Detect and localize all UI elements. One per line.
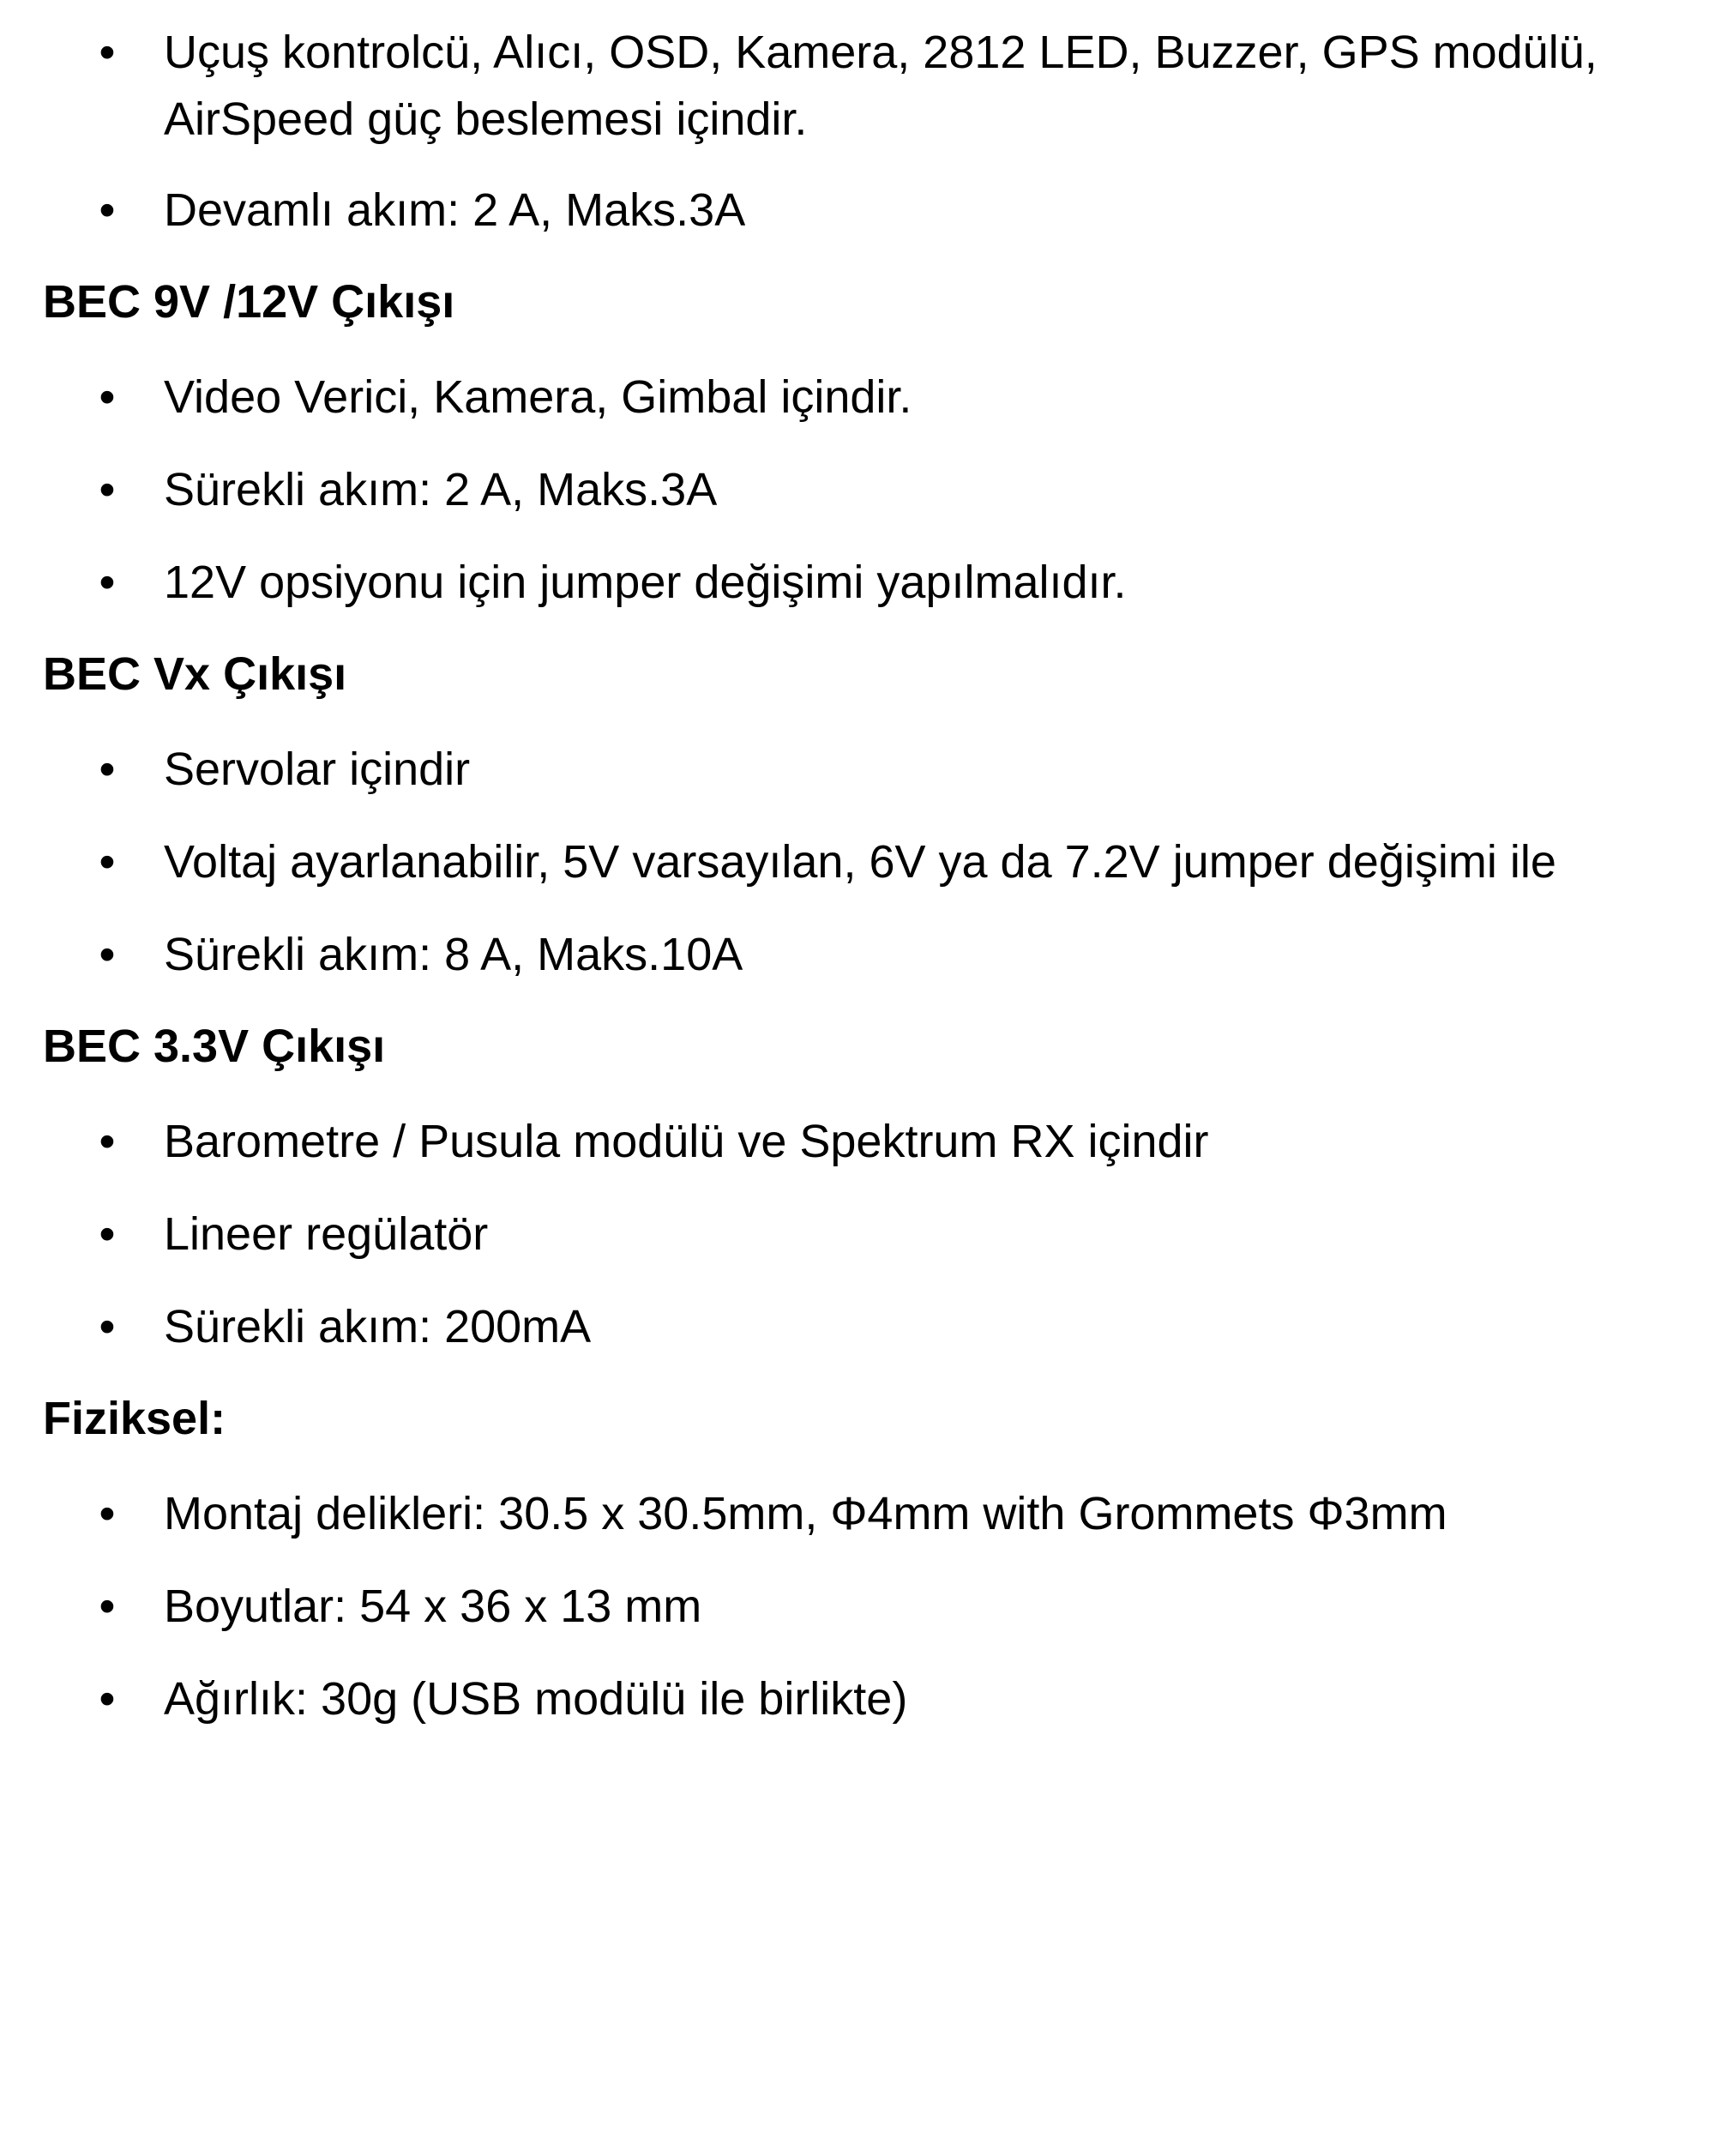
- bullet-icon: •: [99, 464, 116, 515]
- list-item-text: Boyutlar: 54 x 36 x 13 mm: [164, 1581, 702, 1632]
- bullet-icon: •: [99, 371, 116, 423]
- list-item-text: Sürekli akım: 2 A, Maks.3A: [164, 464, 718, 515]
- bullet-icon: •: [99, 836, 116, 888]
- bullet-icon: •: [99, 1116, 116, 1167]
- bullet-icon: •: [99, 1301, 116, 1352]
- bullet-icon: •: [99, 1208, 116, 1260]
- list-item-text: Voltaj ayarlanabilir, 5V varsayılan, 6V ya da 7.2V jumper değişimi ile: [164, 836, 1556, 888]
- list-item-text: Devamlı akım: 2 A, Maks.3A: [164, 184, 746, 236]
- bullet-icon: •: [99, 557, 116, 608]
- list-item-text: Uçuş kontrolcü, Alıcı, OSD, Kamera, 2812 LED, Buzzer, GPS modülü,: [164, 27, 1598, 78]
- bullet-icon: •: [99, 929, 116, 980]
- list-item-text: Lineer regülatör: [164, 1208, 489, 1260]
- bullet-icon: •: [99, 27, 116, 78]
- section-heading: BEC 3.3V Çıkışı: [43, 1021, 386, 1072]
- bullet-icon: •: [99, 1581, 116, 1632]
- list-item-text: Servolar içindir: [164, 744, 471, 795]
- section-heading: BEC 9V /12V Çıkışı: [43, 276, 455, 328]
- list-item-text: Sürekli akım: 8 A, Maks.10A: [164, 929, 743, 980]
- bullet-icon: •: [99, 1673, 116, 1725]
- list-item-continuation: AirSpeed güç beslemesi içindir.: [164, 93, 808, 145]
- list-item-text: 12V opsiyonu için jumper değişimi yapılmalıdır.: [164, 557, 1127, 608]
- bullet-icon: •: [99, 184, 116, 236]
- bullet-icon: •: [99, 744, 116, 795]
- section-heading: BEC Vx Çıkışı: [43, 648, 347, 700]
- section-heading: Fiziksel:: [43, 1393, 226, 1444]
- list-item-text: Montaj delikleri: 30.5 x 30.5mm, Φ4mm with Grommets Φ3mm: [164, 1488, 1447, 1539]
- list-item-text: Barometre / Pusula modülü ve Spektrum RX içindir: [164, 1116, 1209, 1167]
- bullet-icon: •: [99, 1488, 116, 1539]
- list-item-text: Ağırlık: 30g (USB modülü ile birlikte): [164, 1673, 908, 1725]
- list-item-text: Video Verici, Kamera, Gimbal içindir.: [164, 371, 912, 423]
- list-item-text: Sürekli akım: 200mA: [164, 1301, 592, 1352]
